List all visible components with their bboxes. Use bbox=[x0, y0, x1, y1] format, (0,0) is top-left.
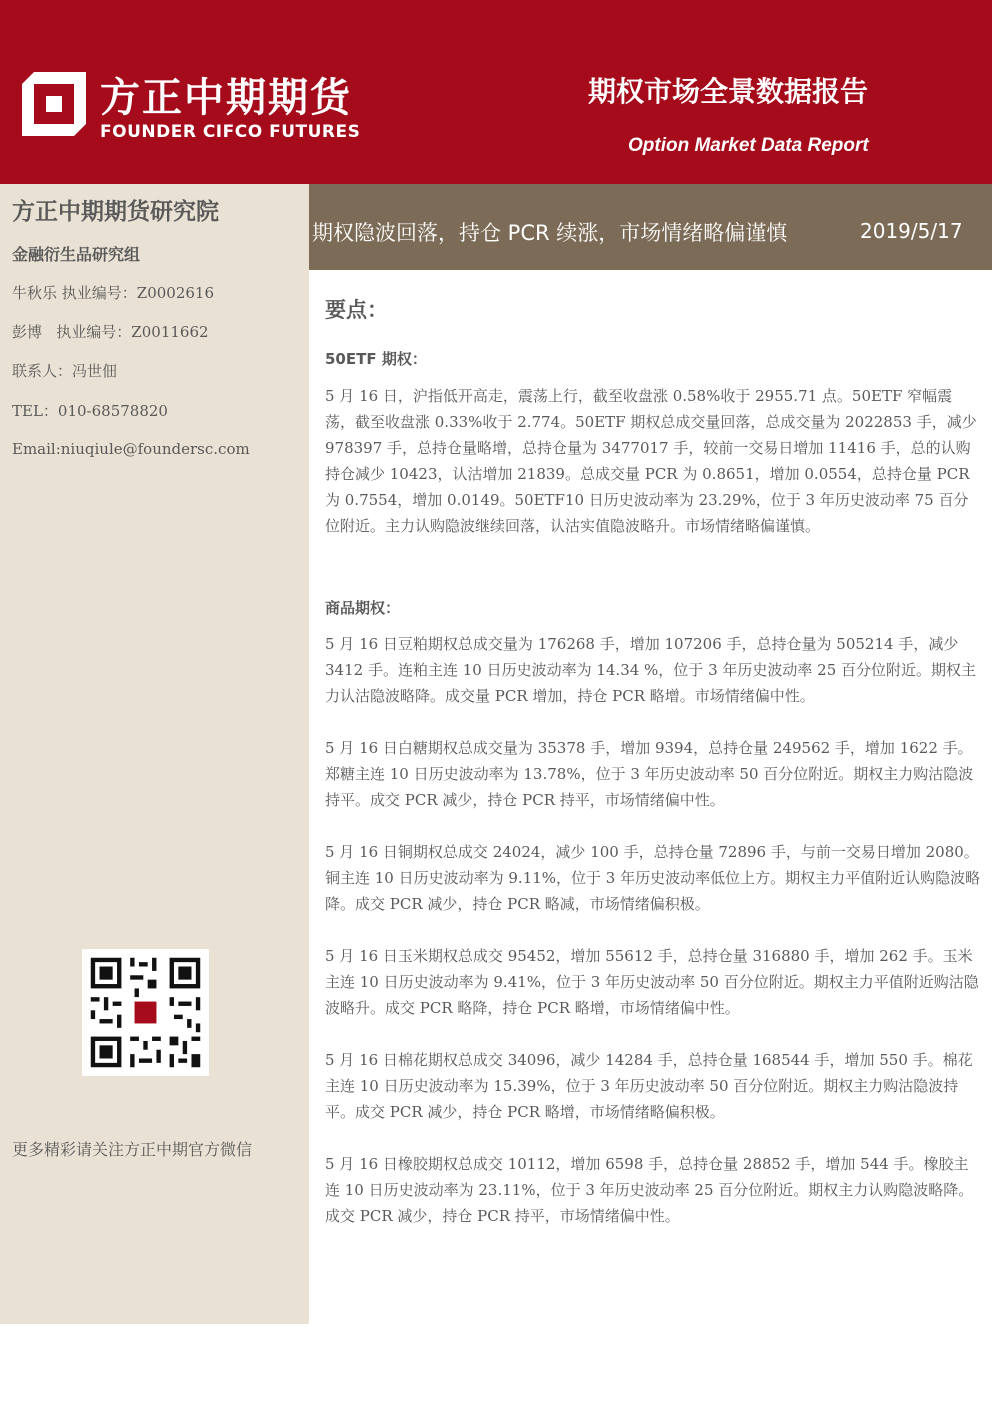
institute-name: 方正中期期货研究院 bbox=[12, 199, 219, 225]
contact-tel: TEL：010-68578820 bbox=[12, 402, 168, 420]
section-heading-50etf: 50ETF 期权： bbox=[325, 350, 427, 368]
report-headline: 期权隐波回落，持仓 PCR 续涨，市场情绪略偏谨慎 bbox=[312, 221, 788, 245]
paragraph-soymeal: 5 月 16 日豆粕期权总成交量为 176268 手，增加 107206 手，总持仓量为 505214 手，减少 3412 手。连粕主连 10 日历史波动率为 14.34 %，位于 3 年历史波动率 25 百分位附近。期权主力认沽隐波略降。成交量 PCR 增加，持仓 PCR 略增。市场情绪偏中性。 bbox=[325, 635, 977, 705]
paragraph-corn: 5 月 16 日玉米期权总成交 95452，增加 55612 手，总持仓量 316880 手，增加 262 手。玉米主连 10 日历史波动率为 9.41%，位于 3 年历史波动率 50 百分位附近。期权主力平值附近购沽隐波略升。成交 PCR 略降，持仓 PCR 略增，市场情绪偏中性。 bbox=[325, 947, 979, 1017]
report-subtitle: Option Market Data Report bbox=[628, 135, 869, 156]
analyst-line: 牛秋乐 执业编号：Z0002616 bbox=[12, 284, 214, 302]
founder-logo-icon bbox=[22, 72, 86, 136]
contact-email[interactable]: Email:niuqiule@foundersc.com bbox=[12, 440, 250, 458]
contact-person: 联系人：冯世佃 bbox=[12, 362, 118, 380]
brand-name-cn: 方正中期期货 bbox=[100, 75, 352, 121]
paragraph-sugar: 5 月 16 日白糖期权总成交量为 35378 手，增加 9394，总持仓量 249562 手，增加 1622 手。郑糖主连 10 日历史波动率为 13.78%，位于 3 年历史波动率 50 百分位附近。期权主力购沽隐波持平。成交 PCR 减少，持仓 PCR 持平，市场情绪偏中性。 bbox=[325, 739, 974, 809]
paragraph-rubber: 5 月 16 日橡胶期权总成交 10112，增加 6598 手，总持仓量 28852 手，增加 544 手。橡胶主连 10 日历史波动率为 23.11%，位于 3 年历史波动率 25 百分位附近。期权主力认购隐波略降。成交 PCR 减少，持仓 PCR 持平，市场情绪偏中性。 bbox=[325, 1155, 974, 1225]
paragraph-cotton: 5 月 16 日棉花期权总成交 34096，减少 14284 手，总持仓量 168544 手，增加 550 手。棉花主连 10 日历史波动率为 15.39%，位于 3 年历史波动率 50 百分位附近。期权主力购沽隐波持平。成交 PCR 减少，持仓 PCR 略增，市场情绪略偏积极。 bbox=[325, 1051, 973, 1121]
wechat-qr-code bbox=[82, 949, 209, 1076]
section-heading-commodity: 商品期权： bbox=[325, 599, 401, 617]
report-date: 2019/5/17 bbox=[860, 219, 963, 243]
follow-wechat-note: 更多精彩请关注方正中期官方微信 bbox=[12, 1140, 253, 1159]
analyst-line: 彭博 执业编号：Z0011662 bbox=[12, 323, 209, 341]
paragraph-50etf: 5 月 16 日，沪指低开高走，震荡上行，截至收盘涨 0.58%收于 2955.71 点。50ETF 窄幅震荡，截至收盘涨 0.33%收于 2.774。50ETF 期权总成交量回落，总成交量为 2022853 手，减少 978397 手，总持仓量略增，总持仓量为 3477017 手，较前一交易日增加 11416 手，总的认购持仓减少 10423，认沽增加 21839。总成交量 PCR 为 0.8651，增加 0.0554，总持仓量 PCR 为 0.7554，增加 0.0149。50ETF10 日历史波动率为 23.29%，位于 3 年历史波动率 75 百分位附近。主力认购隐波继续回落，认沽实值隐波略升。市场情绪略偏谨慎。 bbox=[325, 387, 977, 535]
paragraph-copper: 5 月 16 日铜期权总成交 24024，减少 100 手，总持仓量 72896 手，与前一交易日增加 2080。铜主连 10 日历史波动率为 9.11%，位于 3 年历史波动率低位上方。期权主力平值附近认购隐波略降。成交 PCR 减少，持仓 PCR 略减，市场情绪偏积极。 bbox=[325, 843, 981, 913]
report-title: 期权市场全景数据报告 bbox=[588, 75, 869, 108]
brand-name-en: FOUNDER CIFCO FUTURES bbox=[100, 122, 361, 142]
research-group: 金融衍生品研究组 bbox=[12, 245, 141, 264]
key-points-heading: 要点： bbox=[325, 298, 388, 322]
